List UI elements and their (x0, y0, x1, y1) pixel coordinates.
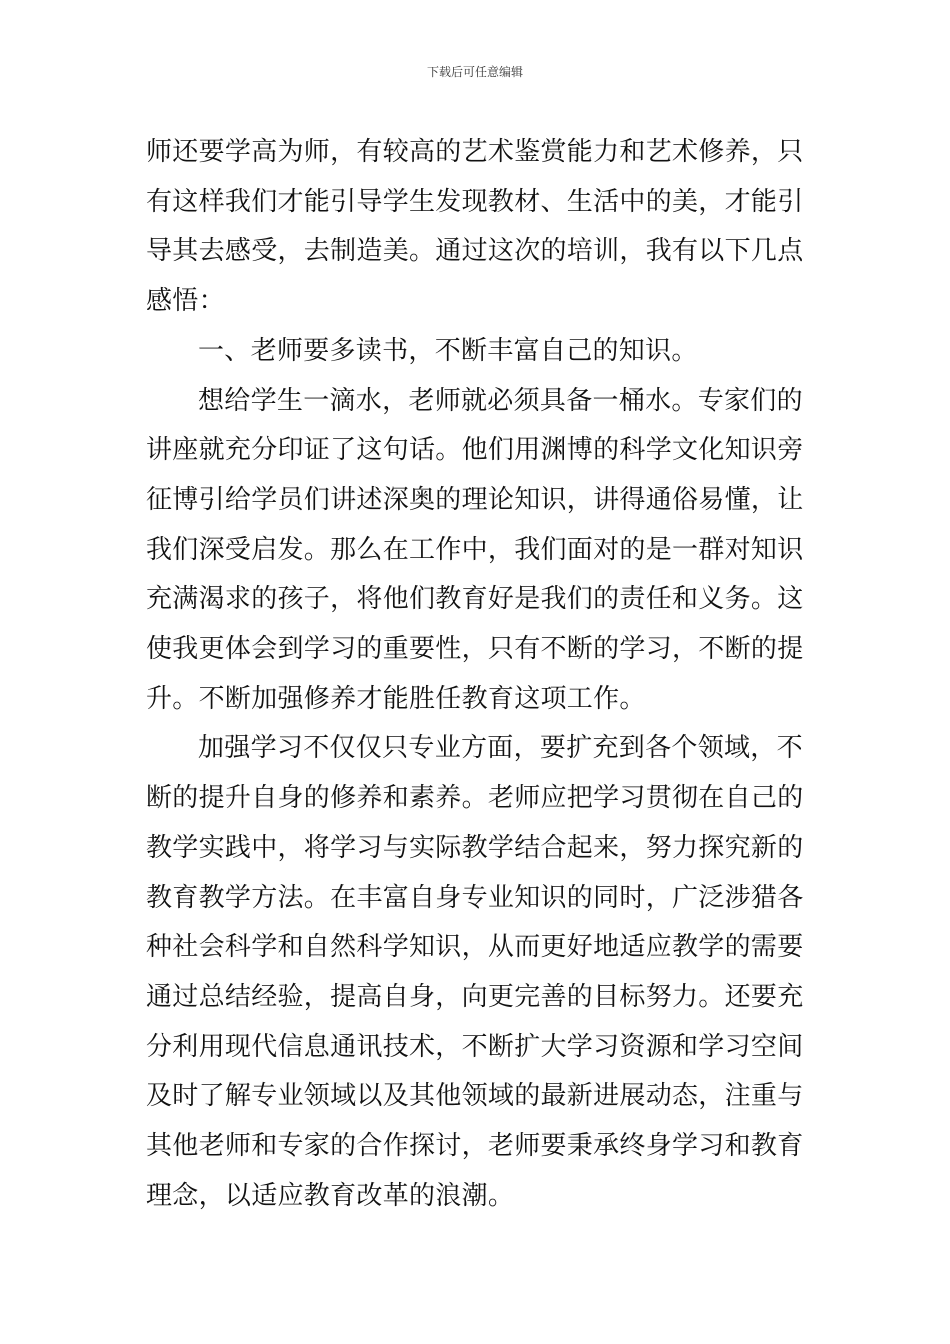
text-line: 教学实践中，将学习与实际教学结合起来，努力探究新的 (146, 832, 804, 863)
text-line: 其他老师和专家的合作探讨，老师要秉承终身学习和教育 (146, 1131, 804, 1162)
section-heading (146, 327, 811, 377)
text-line: 使我更体会到学习的重要性，只有不断的学习，不断的提 (146, 634, 804, 665)
text-line: 师还要学高为师，有较高的艺术鉴赏能力和艺术修养，只 (146, 137, 804, 167)
paragraph (146, 724, 811, 1221)
document-body (146, 128, 811, 1221)
text-line: 一、老师要多读书，不断丰富自己的知识。 (198, 335, 698, 366)
text-line: 理念，以适应教育改革的浪潮。 (146, 1180, 515, 1211)
text-line: 升。不断加强修养才能胜任教育这项工作。 (146, 683, 646, 714)
text-line: 断的提升自身的修养和素养。老师应把学习贯彻在自己的 (146, 783, 804, 814)
text-line: 教育教学方法。在丰富自身专业知识的同时，广泛涉猎各 (146, 882, 804, 913)
text-line: 充满渴求的孩子，将他们教育好是我们的责任和义务。这 (146, 584, 804, 615)
text-line: 及时了解专业领域以及其他领域的最新进展动态，注重与 (146, 1081, 804, 1112)
paragraph-continuation (146, 128, 811, 327)
page-header: 下载后可任意编辑 (426, 65, 523, 79)
paragraph (146, 377, 811, 725)
text-line: 征博引给学员们讲述深奥的理论知识，讲得通俗易懂，让 (146, 484, 804, 515)
text-line: 通过总结经验，提高自身，向更完善的目标努力。还要充 (146, 981, 804, 1012)
text-line: 讲座就充分印证了这句话。他们用渊博的科学文化知识旁 (146, 435, 804, 466)
text-line: 感悟： (146, 286, 225, 317)
text-line: 想给学生一滴水，老师就必须具备一桶水。专家们的 (198, 385, 803, 416)
text-line: 分利用现代信息通讯技术，不断扩大学习资源和学习空间 (146, 1031, 804, 1062)
text-line: 加强学习不仅仅只专业方面，要扩充到各个领域，不 (198, 733, 803, 764)
text-line: 我们深受启发。那么在工作中，我们面对的是一群对知识 (146, 534, 804, 565)
text-line: 种社会科学和自然科学知识，从而更好地适应教学的需要 (146, 932, 804, 963)
text-line: 导其去感受，去制造美。通过这次的培训，我有以下几点 (146, 236, 804, 267)
text-line: 有这样我们才能引导学生发现教材、生活中的美，才能引 (146, 186, 804, 217)
